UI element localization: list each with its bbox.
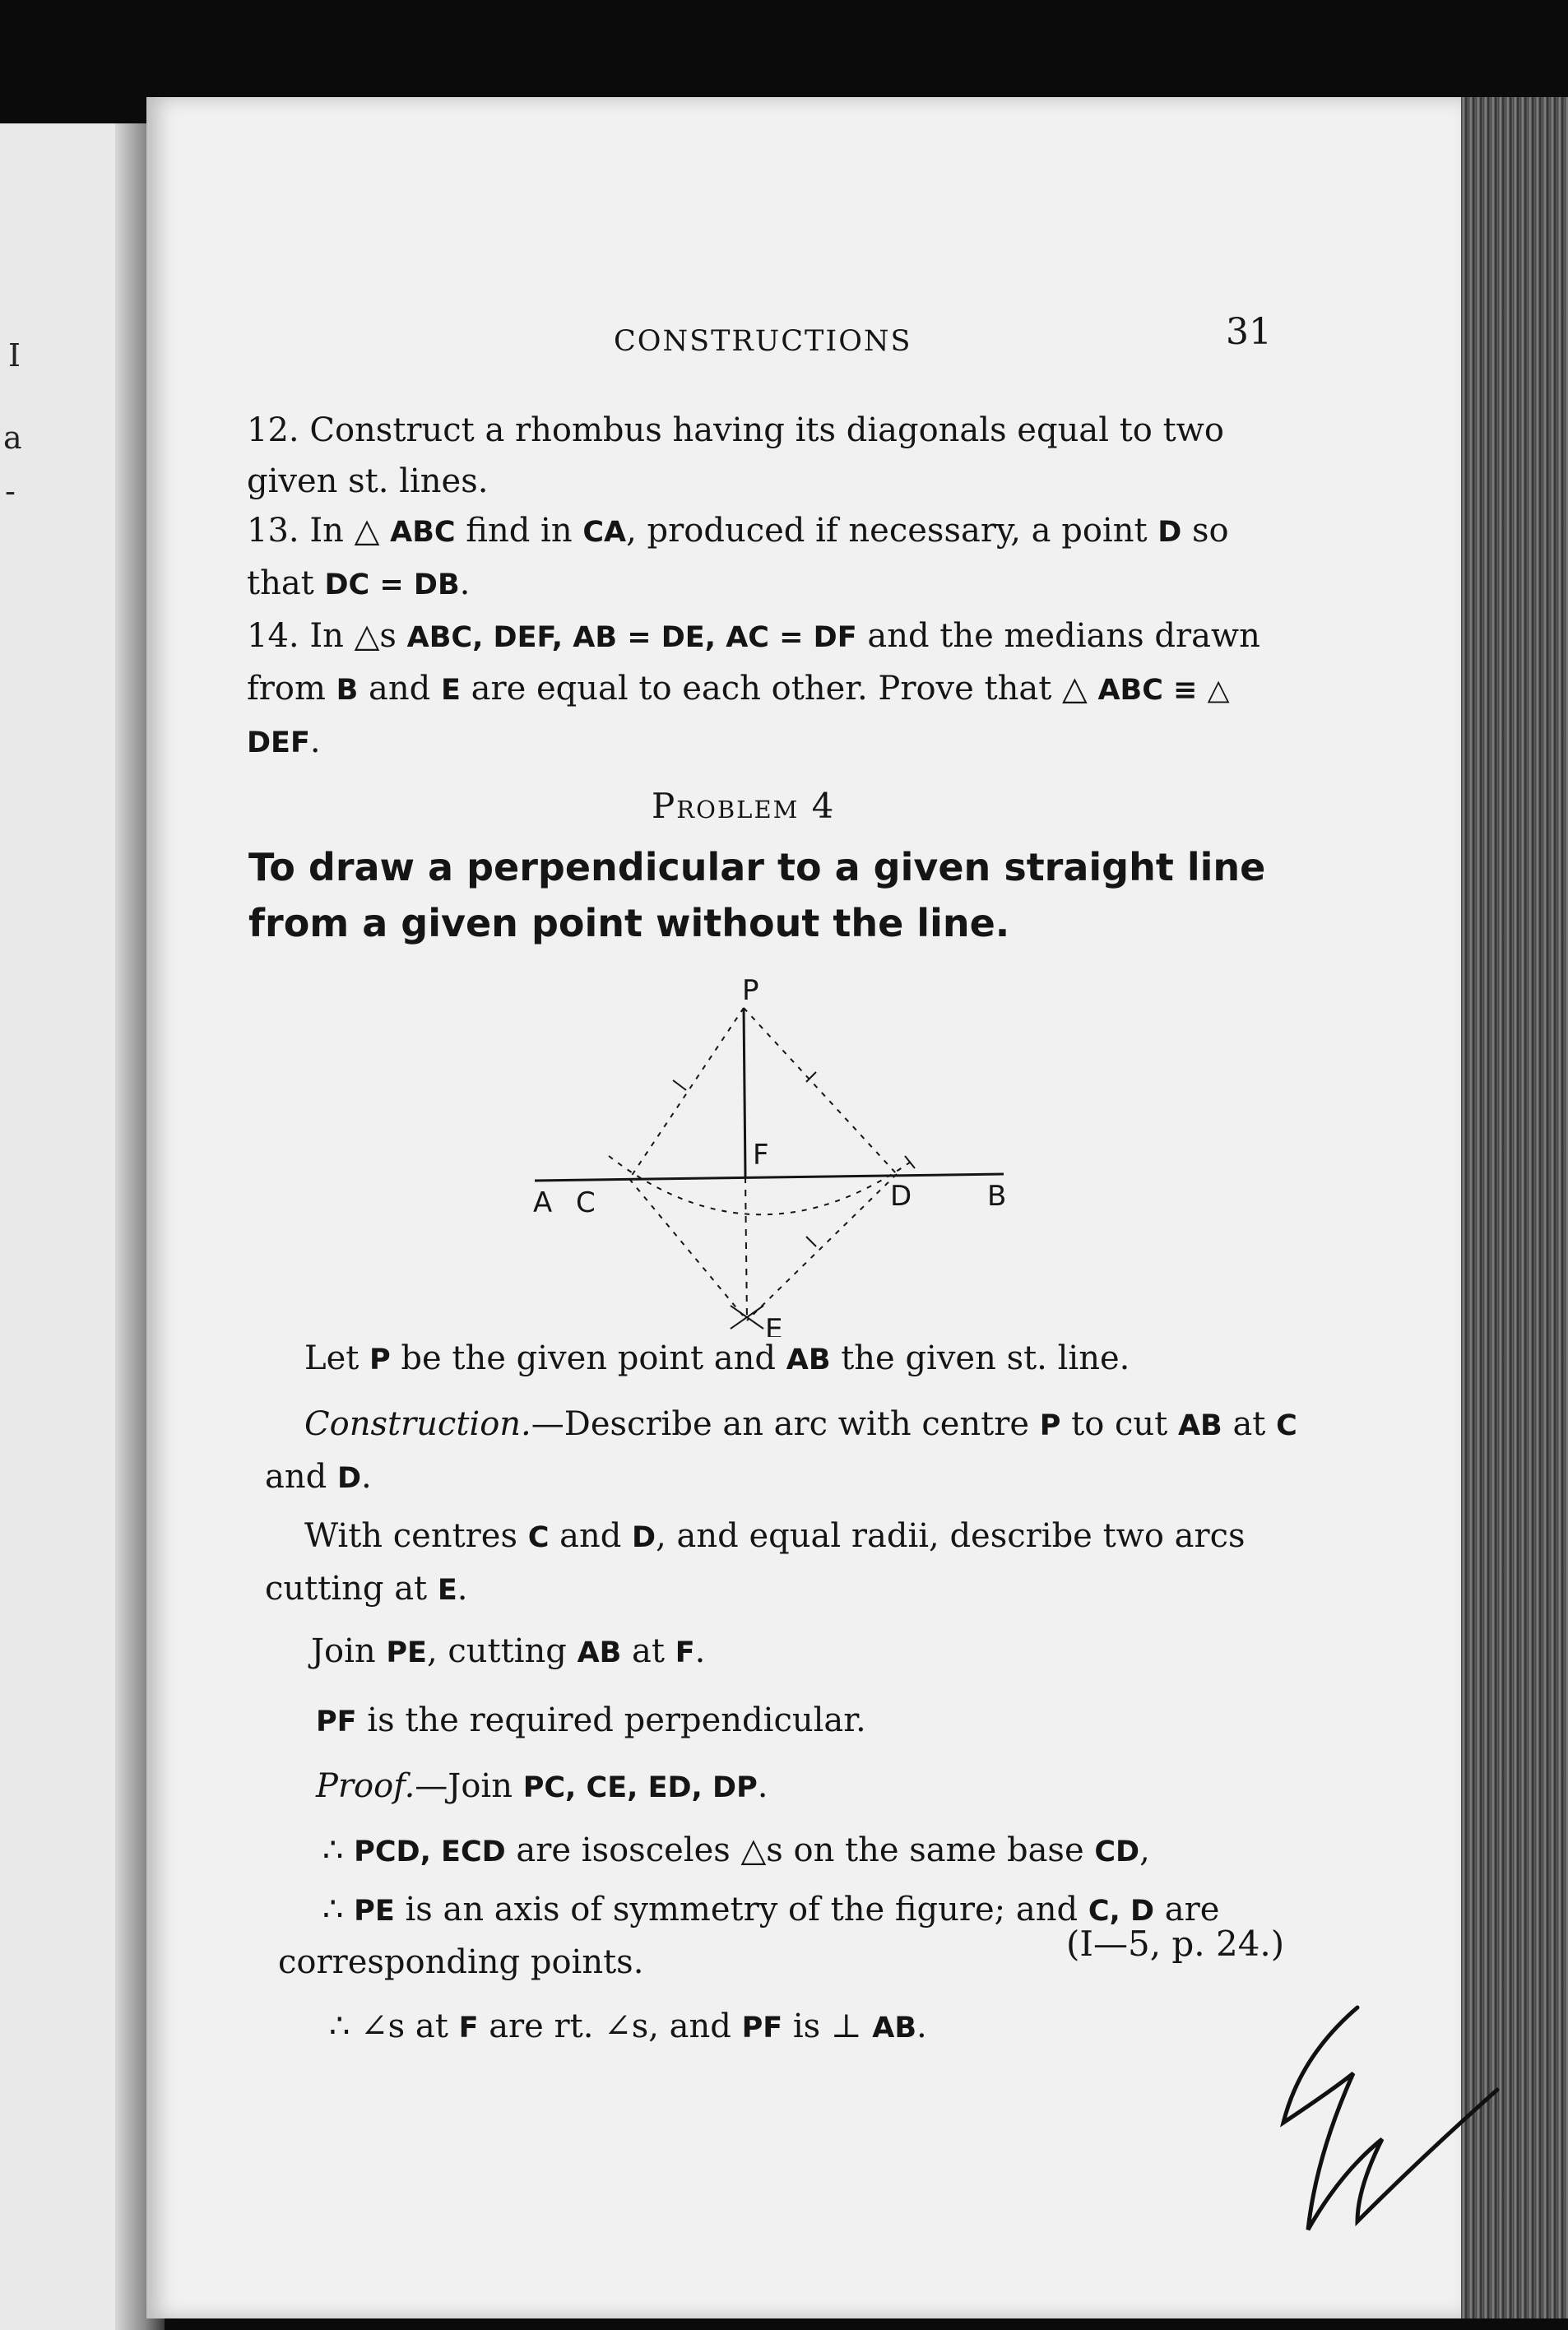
triangle-list: PCD, ECD (354, 1836, 506, 1868)
point-list: C, D (1088, 1895, 1155, 1928)
exercise-number: 12. (247, 411, 299, 449)
point-label: F (458, 2012, 479, 2045)
line-pc (629, 1008, 744, 1179)
text: and the medians drawn from (247, 617, 1260, 708)
text: is the required perpendicular. (356, 1701, 866, 1739)
text: the given st. line. (830, 1339, 1130, 1377)
text: and (358, 670, 441, 708)
text: . (459, 564, 471, 602)
exercise-number: 14. (247, 617, 299, 655)
label-p: P (742, 974, 759, 1007)
text: In △ (309, 512, 391, 550)
text: is an axis of symmetry of the figure; and (394, 1891, 1088, 1929)
problem-enunciation: To draw a perpendicular to a given straight line from a given point without the line. (248, 845, 1266, 945)
text: Join (311, 1632, 387, 1670)
line-ce (629, 1179, 747, 1320)
exercise-13 (247, 505, 1283, 610)
therefore-symbol: ∴ ∠s at (329, 2007, 459, 2045)
line-label: PF (316, 1706, 357, 1738)
text: —Join (415, 1767, 523, 1805)
text: —Describe an arc with centre (531, 1405, 1040, 1443)
line-label: PE (354, 1895, 395, 1928)
line-label: AB (786, 1344, 831, 1376)
equation: DC = DB (324, 569, 460, 601)
point-label: C (527, 1521, 550, 1554)
point-label: P (1039, 1409, 1061, 1442)
exercise-text: Construct a rhombus having its diagonals equal to two given st. lines. (247, 411, 1224, 500)
line-label: PE (386, 1636, 427, 1669)
text: In △s (309, 617, 407, 655)
point-label: B (336, 674, 359, 707)
construction-label: Construction. (304, 1405, 531, 1443)
text: are corresponding points. (278, 1891, 1220, 1981)
text: . (757, 1767, 768, 1805)
left-page-mark: a (3, 420, 22, 456)
text: . (694, 1632, 706, 1670)
line-ab (535, 1174, 1004, 1181)
text: . (309, 722, 321, 760)
text: so that (247, 512, 1229, 602)
arcs-paragraph (265, 1511, 1301, 1616)
text: to cut (1060, 1405, 1178, 1443)
text: , produced if necessary, a point (626, 512, 1158, 550)
text: , (1139, 1831, 1150, 1869)
pen-stroke (1283, 2007, 1497, 2230)
exercise-12 (247, 405, 1283, 507)
line-label: AB (872, 2012, 917, 2045)
text: are isosceles △s on the same base (505, 1831, 1095, 1869)
left-page-mark: - (5, 473, 16, 509)
point-label: E (441, 674, 461, 707)
line-label: CA (582, 516, 627, 549)
text: at (1222, 1405, 1277, 1443)
let-statement (304, 1333, 1300, 1385)
perpendicular-pf (744, 1008, 745, 1177)
left-page-mark: I (8, 337, 21, 374)
handwritten-scribble (1267, 1991, 1505, 2238)
text: find in (455, 512, 583, 550)
text: is ⊥ (782, 2007, 873, 2045)
text: . (361, 1458, 372, 1496)
arc-tick (905, 1156, 915, 1168)
congruence: ABC ≡ △ DEF (247, 674, 1230, 759)
reference: (I—5, p. 24.) (1066, 1924, 1285, 1964)
point-label: P (369, 1344, 391, 1376)
construction-paragraph (265, 1399, 1301, 1504)
text: are rt. ∠s, and (478, 2007, 742, 2045)
exercise-14 (247, 610, 1283, 768)
line-label: AB (1177, 1409, 1222, 1442)
text: . (916, 2007, 927, 2045)
point-label: F (675, 1636, 695, 1669)
therefore-isosceles (322, 1825, 1310, 1877)
running-header: CONSTRUCTIONS (614, 325, 912, 358)
arc-tick (673, 1080, 686, 1090)
arc-tick (806, 1237, 816, 1246)
line-list: PC, CE, ED, DP (522, 1771, 758, 1804)
triangle-label: ABC (390, 516, 456, 549)
text: With centres (304, 1517, 528, 1555)
text: and (549, 1517, 633, 1555)
text: are equal to each other. Prove that △ (460, 670, 1098, 708)
equation: ABC, DEF, AB = DE, AC = DF (406, 621, 857, 654)
label-d: D (890, 1180, 912, 1213)
label-b: B (987, 1180, 1007, 1213)
text: Let (304, 1339, 370, 1377)
required-statement (316, 1695, 1303, 1748)
line-fe (745, 1177, 747, 1320)
handwritten-mark (1267, 1991, 1505, 2238)
proof-statement (316, 1761, 1303, 1813)
label-e: E (765, 1313, 783, 1337)
point-label: C (1276, 1409, 1297, 1442)
point-label: D (1157, 516, 1182, 549)
text: and (265, 1458, 337, 1496)
proof-label: Proof. (316, 1767, 415, 1805)
exercise-number: 13. (247, 512, 299, 550)
label-c: C (576, 1186, 596, 1219)
page-number: 31 (1226, 311, 1272, 353)
text: be the given point and (390, 1339, 786, 1377)
text: . (457, 1570, 468, 1608)
line-label: AB (577, 1636, 622, 1669)
text: at (621, 1632, 675, 1670)
join-statement (311, 1626, 1298, 1678)
line-label: CD (1094, 1836, 1140, 1868)
therefore-symbol: ∴ (322, 1831, 355, 1869)
label-f: F (753, 1139, 769, 1172)
text: , cutting (426, 1632, 578, 1670)
point-label: E (437, 1574, 457, 1607)
therefore-right-angles (329, 2001, 1234, 2054)
point-label: D (632, 1521, 656, 1554)
line-label: PF (741, 2012, 783, 2045)
page-stack-edge (1461, 97, 1568, 2318)
geometry-figure (518, 958, 1045, 1337)
problem-heading: Problem 4 (652, 786, 836, 826)
line-de (747, 1174, 897, 1320)
text: , and equal radii, describe two arcs cutting at (265, 1517, 1246, 1608)
point-label: D (336, 1462, 361, 1495)
perpendicular-construction-diagram (518, 958, 1045, 1337)
label-a: A (533, 1186, 553, 1219)
therefore-symbol: ∴ (322, 1891, 355, 1929)
